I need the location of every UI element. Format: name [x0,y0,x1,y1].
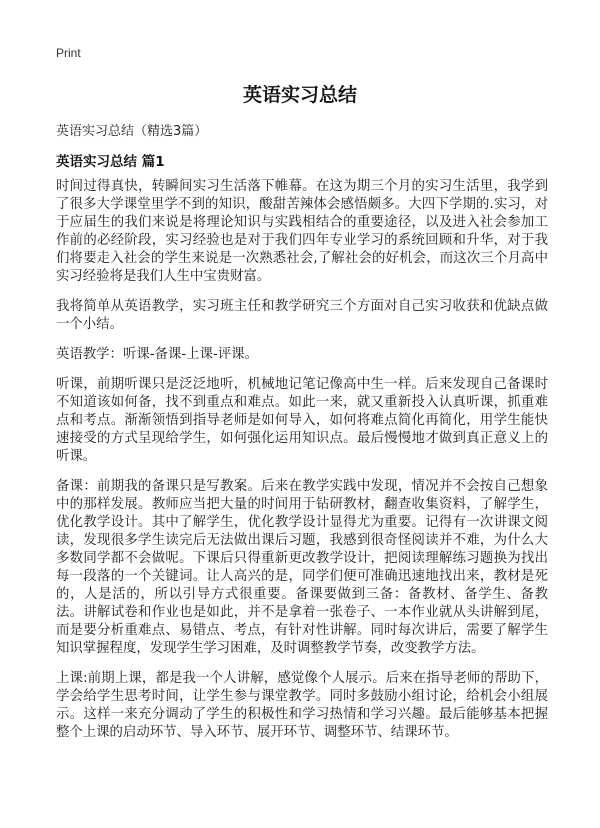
paragraph-lesson-prep: 备课：前期我的备课只是写教案。后来在教学实践中发现，情况并不会按自己想象中的那样发展。教师应当把大量的时间用于钻研教材，翻查收集资料，了解学生，优化教学设计。其中了解学生，优化教学设计显得尤为重要。记得有一次讲课文阅读，发现很多学生读完后无法做出课后习题，我感到很奇怪阅读并不难，为什么大多数同学都不会做呢。下课后只得重新更改教学设计，把阅读理解练习题换为找出每一段落的一个关键词。让人高兴的是，同学们便可准确迅速地找出来，教材是死的，人是活的，所以引导方式很重要。备课要做到三备：备教材、备学生、备教法。讲解试卷和作业也是如此，并不是拿着一张卷子、一本作业就从头讲解到尾，而是要分析重难点、易错点、考点，有针对性讲解。同时每次讲后，需要了解学生知识掌握程度，发现学生学习困难，及时调整教学节奏，改变教学方法。 [56,479,548,656]
section-heading: 英语实习总结 篇1 [56,154,165,170]
document-subtitle: 英语实习总结（精选3篇） [56,124,208,139]
page-title: 英语实习总结 [242,84,357,106]
paragraph-overview: 我将简单从英语教学，实习班主任和教学研究三个方面对自己实习收获和优缺点做一个小结。 [56,299,548,332]
paragraph-teaching: 上课:前期上课，都是我一个人讲解，感觉像个人展示。后来在指导老师的帮助下，学会给学生思考时间，让学生参与课堂教学。同时多鼓励小组讨论，给机会小组展示。这样一来充分调动了学生的积极性和学习热情和学习兴趣。最后能够基本把握整个上课的启动环节、导入环节、展开环节、调整环节、结课环节。 [56,671,548,740]
paragraph-intro: 时间过得真快，转瞬间实习生活落下帷幕。在这为期三个月的实习生活里，我学到了很多大学课堂里学不到的知识，酸甜苦辣体会感悟颇多。大四下学期的.实习，对于应届生的我们来说是将理论知识与实践相结合的重要途径，以及进入社会参加工作前的必经阶段，实习经验也是对于我们四年专业学习的系统回顾和升华，对于我们将要走入社会的学生来说是一次熟悉社会,了解社会的好机会，而这次三个月高中实习经验将是我们人生中宝贵财富。 [56,179,548,284]
paragraph-english-teaching: 英语教学：听课-备课-上课-评课。 [56,347,258,362]
print-link[interactable]: Print [56,46,81,60]
article-body [56,178,548,754]
paragraph-listening: 听课，前期听课只是泛泛地听，机械地记笔记像高中生一样。后来发现自己备课时不知道该如何备，找不到重点和难点。如此一来，就又重新投入认真听课，抓重难点和考点。渐渐领悟到指导老师是如何导入，如何将难点简化再简化，用学生能快速接受的方式呈现给学生，如何强化运用知识点。最后慢慢地才做到真正意义上的听课。 [56,377,548,464]
